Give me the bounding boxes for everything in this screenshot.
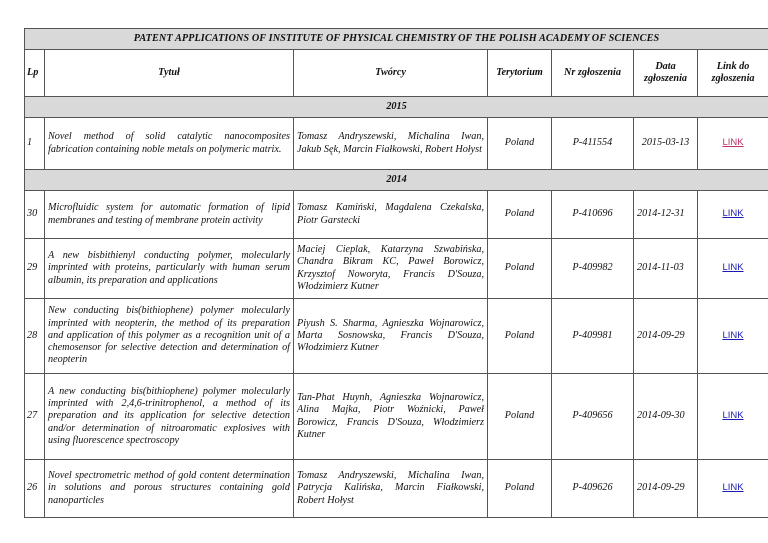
row-link-cell	[698, 118, 768, 170]
year-label: 2014	[25, 170, 768, 191]
row-number: P-410696	[552, 191, 634, 239]
header-row	[25, 50, 768, 97]
table-row	[25, 118, 768, 170]
table-row	[25, 239, 768, 299]
row-authors: Tomasz Andryszewski, Michalina Iwan, Patrycja Kalińska, Marcin Fiałkowski, Robert Hołyst	[294, 460, 488, 518]
header-territory: Terytorium	[488, 50, 552, 97]
row-date: 2014-09-29	[634, 299, 698, 374]
header-date: Data zgłoszenia	[634, 50, 698, 97]
patent-link[interactable]: LINK	[722, 482, 744, 494]
row-link-cell	[698, 191, 768, 239]
row-title: A new bisbithienyl conducting polymer, molecularly imprinted with proteins, particularly with human serum albumin, its preparation and applications	[45, 239, 294, 299]
row-title: A new conducting bis(bithiophene) polymer molecularly imprinted with 2,4,6-trinitrophenol, a method of its preparation and its application for selective detection and/or determination of nitroaromatic explosives with using fluorescence spectroscopy	[45, 374, 294, 460]
row-date: 2014-11-03	[634, 239, 698, 299]
row-lp: 29	[25, 239, 45, 299]
year-row-2015	[25, 97, 768, 118]
table-row	[25, 191, 768, 239]
row-lp: 1	[25, 118, 45, 170]
row-lp: 30	[25, 191, 45, 239]
row-territory: Poland	[488, 239, 552, 299]
row-date: 2015-03-13	[634, 118, 698, 170]
row-territory: Poland	[488, 118, 552, 170]
header-title: Tytuł	[45, 50, 294, 97]
row-link-cell	[698, 299, 768, 374]
row-link-cell	[698, 460, 768, 518]
year-label: 2015	[25, 97, 768, 118]
row-authors: Maciej Cieplak, Katarzyna Szwabińska, Chandra Bikram KC, Paweł Borowicz, Krzysztof Noworyta, Francis D'Souza, Włodzimierz Kutner	[294, 239, 488, 299]
row-authors: Piyush S. Sharma, Agnieszka Wojnarowicz, Marta Sosnowska, Francis D'Souza, Włodzimierz Kutner	[294, 299, 488, 374]
row-number: P-409981	[552, 299, 634, 374]
row-number: P-409982	[552, 239, 634, 299]
row-number: P-409626	[552, 460, 634, 518]
row-title: Novel spectrometric method of gold content determination in solutions and porous structures containing gold nanoparticles	[45, 460, 294, 518]
table-title: PATENT APPLICATIONS OF INSTITUTE OF PHYSICAL CHEMISTRY OF THE POLISH ACADEMY OF SCIENCES	[25, 29, 768, 50]
header-lp: Lp	[25, 50, 45, 97]
header-link: Link do zgłoszenia	[698, 50, 768, 97]
row-lp: 28	[25, 299, 45, 374]
table-title-row	[25, 29, 768, 50]
header-number: Nr zgłoszenia	[552, 50, 634, 97]
table-row	[25, 374, 768, 460]
row-lp: 26	[25, 460, 45, 518]
row-link-cell	[698, 374, 768, 460]
patent-link[interactable]: LINK	[722, 329, 744, 341]
patent-link[interactable]: LINK	[722, 208, 744, 220]
row-territory: Poland	[488, 299, 552, 374]
patent-link[interactable]: LINK	[722, 410, 744, 422]
row-number: P-411554	[552, 118, 634, 170]
row-authors: Tomasz Kamiński, Magdalena Czekalska, Piotr Garstecki	[294, 191, 488, 239]
row-lp: 27	[25, 374, 45, 460]
year-row-2014	[25, 170, 768, 191]
row-title: Novel method of solid catalytic nanocomposites fabrication containing noble metals on polymeric matrix.	[45, 118, 294, 170]
header-authors: Twórcy	[294, 50, 488, 97]
row-authors: Tan-Phat Huynh, Agnieszka Wojnarowicz, Alina Majka, Piotr Woźnicki, Paweł Borowicz, Francis D'Souza, Włodzimierz Kutner	[294, 374, 488, 460]
row-territory: Poland	[488, 460, 552, 518]
row-date: 2014-12-31	[634, 191, 698, 239]
patent-link[interactable]: LINK	[722, 137, 744, 149]
row-title: New conducting bis(bithiophene) polymer molecularly imprinted with neopterin, the method of its preparation and application of this polymer as a recognition unit of a chemosensor for selective detection and determination of neopterin	[45, 299, 294, 374]
row-territory: Poland	[488, 191, 552, 239]
row-title: Microfluidic system for automatic formation of lipid membranes and testing of membrane protein activity	[45, 191, 294, 239]
row-authors: Tomasz Andryszewski, Michalina Iwan, Jakub Sęk, Marcin Fiałkowski, Robert Hołyst	[294, 118, 488, 170]
row-number: P-409656	[552, 374, 634, 460]
table-row	[25, 460, 768, 518]
row-link-cell	[698, 239, 768, 299]
patent-table	[24, 28, 768, 518]
row-date: 2014-09-29	[634, 460, 698, 518]
row-date: 2014-09-30	[634, 374, 698, 460]
patent-link[interactable]: LINK	[722, 262, 744, 274]
row-territory: Poland	[488, 374, 552, 460]
table-row	[25, 299, 768, 374]
